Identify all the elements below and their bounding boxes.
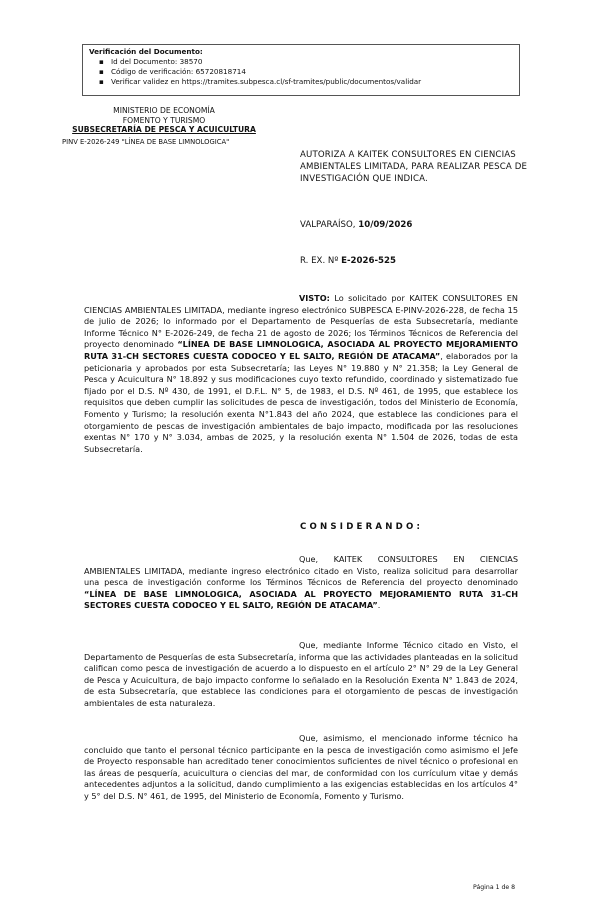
verification-box (82, 44, 520, 96)
rex-value: E-2026-525 (341, 256, 396, 266)
date-value: 10/09/2026 (358, 220, 413, 230)
verification-url[interactable]: ▪ Verificar validez en https://tramites.subpesca.cl/sf-tramites/public/documentos/validar (111, 77, 513, 87)
subsecretaria-name: SUBSECRETARÍA DE PESCA Y ACUICULTURA (72, 125, 256, 135)
verification-title: Verificación del Documento: (89, 47, 203, 56)
resolution-summary: AUTORIZA A KAITEK CONSULTORES EN CIENCIAS AMBIENTALES LIMITADA, PARA REALIZAR PESCA DE INVESTIGACIÓN QUE INDICA. (300, 150, 528, 185)
visto-project-name: “LÍNEA DE BASE LIMNOLOGICA, ASOCIADA AL PROYECTO MEJORAMIENTO RUTA 31-CH SECTORES CUESTA CODOCEO Y EL SALTO, REGIÓN DE ATACAMA” (84, 339, 519, 361)
rex-label: R. EX. Nº (300, 256, 339, 266)
visto-text-b: , elaborados por la peticionaria y aprobados por esta Subsecretaría; las Leyes N° 19.880 y N° 21.358; la Ley General de Pesca y Acuicultura N° 18.892 y sus modificaciones cuyo texto refundido, coordinado y sistematizado fue fijado por el D.S. Nº 430, de 1991, el D.F.L. N° 5, de 1983, el D.S. Nº 461, de 1995, que establece los requisitos que deben cumplir las solicitudes de pesca de investigación, todos del Ministerio de Economía, Fomento y Turismo; la resolución exenta N°1.843 del año 2024, que establece las condiciones para el otorgamiento de pescas de investigación ambientales de bajo impacto, modificada por las resoluciones exentas N° 170 y N° 3.034, ambas de 2025, y la resolución exenta N° 1.504 de 2026, todas de esta Subsecretaría. (84, 350, 518, 454)
verification-code: ▪ Código de verificación: 65720818714 (111, 67, 513, 77)
visto-text-a: Lo solicitado por KAITEK CONSULTORES EN CIENCIAS AMBIENTALES LIMITADA, mediante ingreso electrónico SUBPESCA E-PINV-2026-228, de fecha 15 de julio de 2026; lo informado por el Departamento de Pesquerías de esta Subsecretaría, mediante Informe Técnico N° E-2026-249, de fecha 21 de agosto de 2026; los Términos Técnicos de Referencia del proyecto denominado (84, 293, 518, 350)
page-number: Página 1 de 8 (473, 884, 516, 891)
date-place: VALPARAÍSO, (300, 220, 356, 230)
considerando-p1-end: . (377, 600, 381, 611)
considerando-paragraph-2 (84, 640, 518, 710)
visto-paragraph (84, 293, 518, 455)
considerando-paragraph-1 (84, 554, 518, 612)
considerando-paragraph-3 (84, 733, 518, 803)
pinv-reference: PINV E-2026-249 "LÍNEA DE BASE LIMNOLOGICA" (62, 138, 230, 146)
ministry-header (50, 106, 278, 135)
resolution-number (300, 256, 396, 266)
considerando-p2-text: Que, mediante Informe Técnico citado en Visto, el Departamento de Pesquerías de esta Subsecretaría, informa que las actividades planteadas en la solicitud califican como pesca de investigación de acuerdo a lo dispuesto en el artículo 2° N° 29 de la Ley General de Pesca y Acuicultura, de bajo impacto conforme lo señalado en la Resolución Exenta N° 1.843 de 2024, de esta Subsecretaría, que establece las condiciones para el otorgamiento de pescas de investigación ambientales de esta naturaleza. (84, 640, 518, 708)
considerando-p3-text: Que, asimismo, el mencionado informe técnico ha concluido que tanto el personal técnico participante en la pesca de investigación como asimismo el Jefe de Proyecto responsable han acreditado tener conocimientos suficientes de nivel técnico o profesional en las áreas de pesquería, acuicultura o ciencias del mar, de conformidad con los currículum vitae y demás antecedentes adjuntos a la solicitud, dando cumplimiento a las exigencias establecidas en los artículos 4° y 5° del D.S. N° 461, de 1995, del Ministerio de Economía, Fomento y Turismo. (84, 733, 518, 801)
considerando-p1-text: Que, KAITEK CONSULTORES EN CIENCIAS AMBIENTALES LIMITADA, mediante ingreso electrónico citado en Visto, realiza solicitud para desarrollar una pesca de investigación conforme los Términos Técnicos de Referencia del proyecto denominado (84, 554, 518, 588)
considerando-p1-project: “LÍNEA DE BASE LIMNOLOGICA, ASOCIADA AL PROYECTO MEJORAMIENTO RUTA 31-CH SECTORES CUESTA CODOCEO Y EL SALTO, REGIÓN DE ATACAMA” (84, 588, 518, 611)
ministry-line1: MINISTERIO DE ECONOMÍA (113, 106, 215, 115)
resolution-date (300, 220, 412, 230)
ministry-line2: FOMENTO Y TURISMO (122, 115, 206, 125)
verification-id: ▪ Id del Documento: 38570 (111, 57, 513, 67)
verification-list (89, 57, 513, 87)
visto-label: VISTO: (299, 293, 330, 303)
considerando-heading: CONSIDERANDO: (300, 522, 424, 532)
